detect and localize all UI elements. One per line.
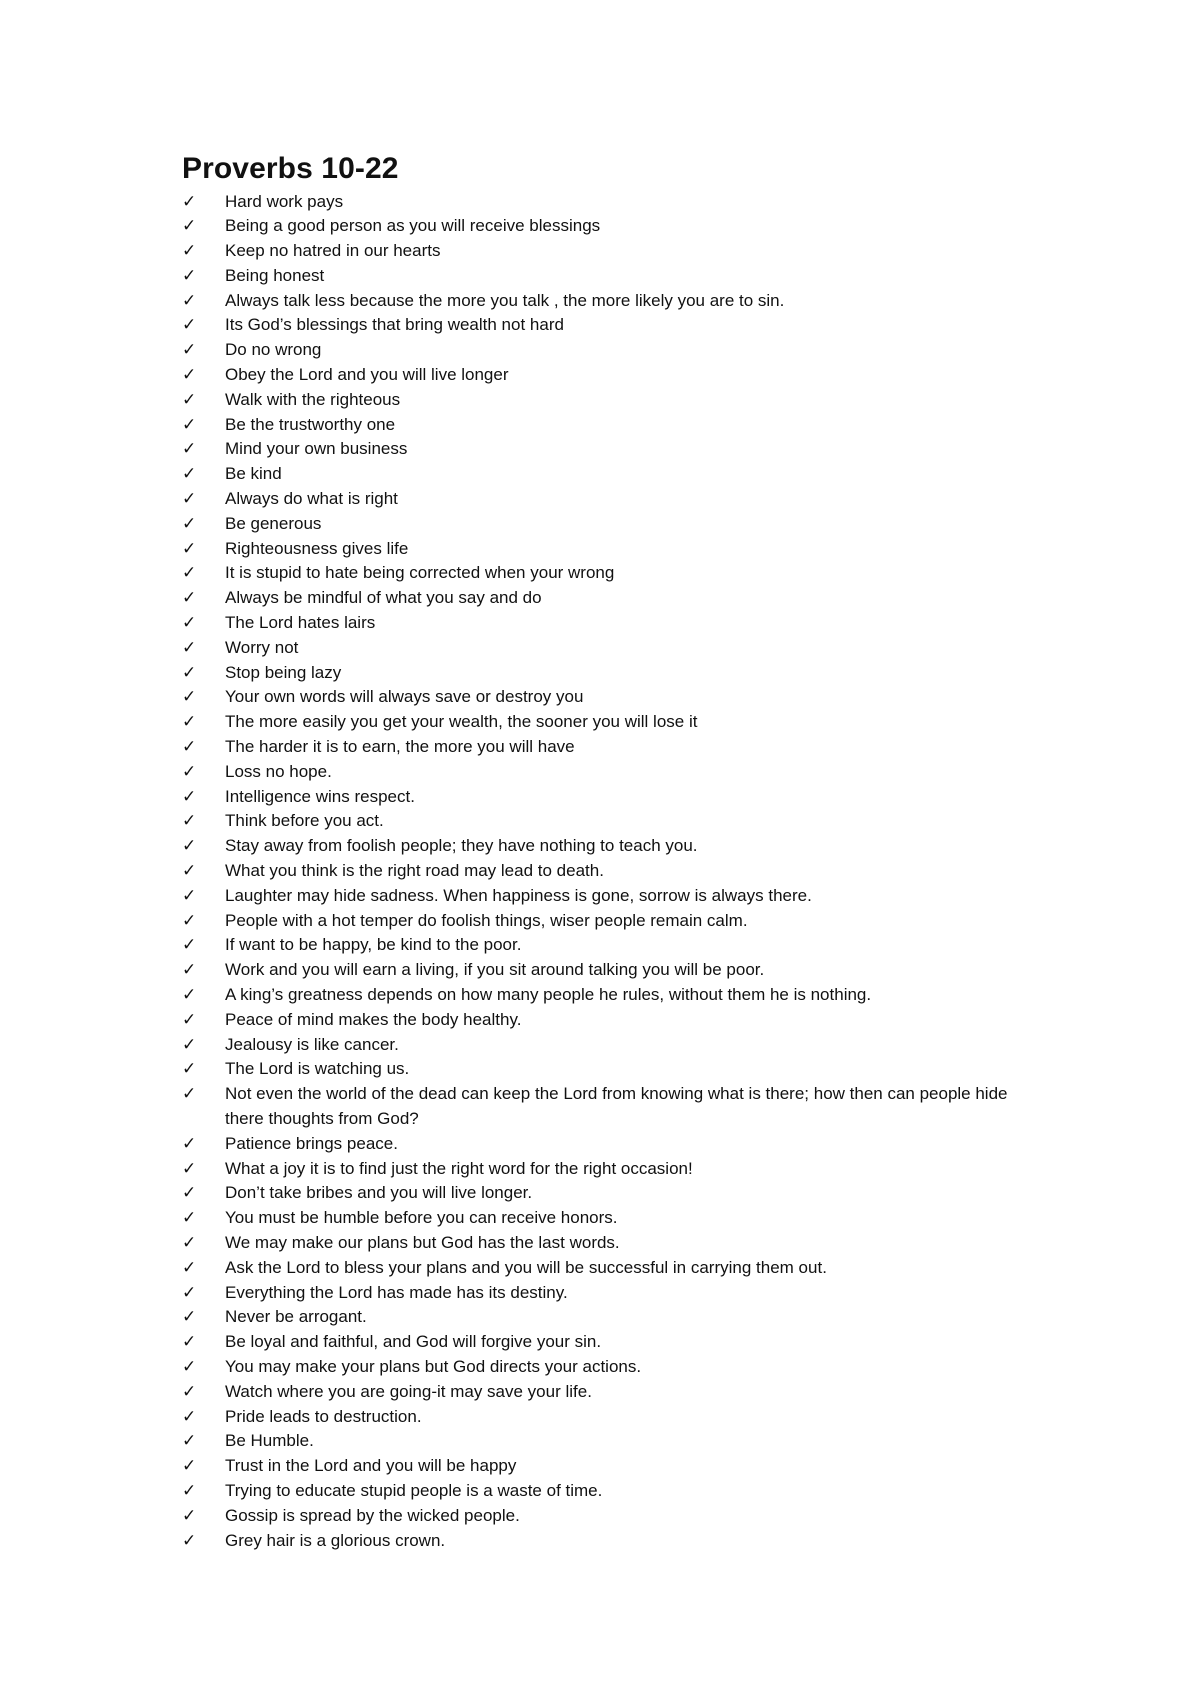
list-item — [182, 1033, 1022, 1058]
list-item — [182, 338, 1022, 363]
checkmark-icon: ✓ — [182, 737, 197, 758]
list-item-text: Mind your own business — [225, 439, 408, 459]
list-item — [182, 239, 1022, 264]
list-item-text: We may make our plans but God has the last words. — [225, 1232, 620, 1252]
list-item — [182, 1181, 1022, 1206]
checkmark-icon: ✓ — [182, 1332, 197, 1353]
checkmark-icon: ✓ — [182, 1034, 197, 1055]
checkmark-icon: ✓ — [182, 464, 197, 485]
list-item — [182, 859, 1022, 884]
list-item-text: Be the trustworthy one — [225, 414, 396, 434]
checkmark-icon: ✓ — [182, 1133, 197, 1154]
list-item — [182, 1008, 1022, 1033]
list-item-text: Not even the world of the dead can keep the Lord from knowing what is there; how then can people hide there thoughts from God? — [225, 1084, 1008, 1128]
list-item-text: The harder it is to earn, the more you will have — [225, 737, 575, 757]
checkmark-icon: ✓ — [182, 1530, 197, 1551]
checkmark-icon: ✓ — [182, 1406, 197, 1427]
list-item-text: Don’t take bribes and you will live longer. — [225, 1183, 533, 1203]
list-item — [182, 289, 1022, 314]
list-item-text: Its God’s blessings that bring wealth not hard — [225, 315, 564, 335]
list-item-text: The more easily you get your wealth, the sooner you will lose it — [225, 712, 698, 732]
list-item — [182, 561, 1022, 586]
list-item — [182, 462, 1022, 487]
list-item-text: The Lord is watching us. — [225, 1059, 410, 1079]
list-item-text: Do no wrong — [225, 340, 322, 360]
list-item-text: Obey the Lord and you will live longer — [225, 365, 509, 385]
checkmark-icon: ✓ — [182, 1282, 197, 1303]
checkmark-icon: ✓ — [182, 935, 197, 956]
list-item-text: Be kind — [225, 464, 282, 484]
checkmark-icon: ✓ — [182, 861, 197, 882]
checkmark-icon: ✓ — [182, 1257, 197, 1278]
checkmark-icon: ✓ — [182, 1009, 197, 1030]
checkmark-icon: ✓ — [182, 315, 197, 336]
list-item-text: What a joy it is to find just the right word for the right occasion! — [225, 1158, 693, 1178]
list-item-text: People with a hot temper do foolish things, wiser people remain calm. — [225, 910, 748, 930]
checkmark-icon: ✓ — [182, 1158, 197, 1179]
list-item — [182, 1281, 1022, 1306]
list-item — [182, 1231, 1022, 1256]
list-item-text: Stay away from foolish people; they have nothing to teach you. — [225, 836, 698, 856]
checkmark-icon: ✓ — [182, 960, 197, 981]
checkmark-icon: ✓ — [182, 439, 197, 460]
list-item-text: Stop being lazy — [225, 662, 342, 682]
list-item — [182, 1132, 1022, 1157]
list-item-text: Intelligence wins respect. — [225, 786, 415, 806]
list-item — [182, 1082, 1022, 1132]
checkmark-icon: ✓ — [182, 687, 197, 708]
checkmark-icon: ✓ — [182, 985, 197, 1005]
list-item-text: You must be humble before you can receive honors. — [225, 1208, 618, 1228]
list-item-text: Always be mindful of what you say and do — [225, 588, 542, 608]
list-item-text: Trust in the Lord and you will be happy — [225, 1456, 517, 1476]
list-item-text: Be generous — [225, 513, 322, 533]
list-item — [182, 785, 1022, 810]
checkmark-icon: ✓ — [182, 1431, 197, 1452]
list-item — [182, 710, 1022, 735]
list-item — [182, 537, 1022, 562]
list-item — [182, 760, 1022, 785]
checkmark-icon: ✓ — [182, 712, 197, 733]
list-item-text: Be loyal and faithful, and God will forgive your sin. — [225, 1332, 602, 1352]
checkmark-icon: ✓ — [182, 489, 197, 510]
checkmark-icon: ✓ — [182, 1480, 197, 1501]
list-item-text: Ask the Lord to bless your plans and you will be successful in carrying them out. — [225, 1257, 827, 1277]
checkmark-icon: ✓ — [182, 1307, 197, 1328]
list-item-text: What you think is the right road may lead to death. — [225, 861, 604, 881]
list-item-text: Worry not — [225, 637, 299, 657]
list-item — [182, 586, 1022, 611]
list-item — [182, 661, 1022, 686]
checkmark-icon: ✓ — [182, 216, 197, 237]
proverb-list — [182, 190, 1022, 1554]
list-item — [182, 1479, 1022, 1504]
list-item-text: Always do what is right — [225, 489, 398, 509]
list-item-text: Be Humble. — [225, 1431, 314, 1451]
list-item-text: Keep no hatred in our hearts — [225, 241, 441, 261]
checkmark-icon: ✓ — [182, 340, 197, 361]
checkmark-icon: ✓ — [182, 836, 197, 857]
checkmark-icon: ✓ — [182, 513, 197, 534]
checkmark-icon: ✓ — [182, 786, 197, 807]
list-item — [182, 933, 1022, 958]
list-item-text: Your own words will always save or destroy you — [225, 687, 584, 707]
checkmark-icon: ✓ — [182, 191, 197, 212]
list-item — [182, 909, 1022, 934]
document-content — [182, 150, 1022, 1553]
list-item-text: A king’s greatness depends on how many people he rules, without them he is nothing. — [225, 985, 872, 1004]
list-item — [182, 1157, 1022, 1182]
checkmark-icon: ✓ — [182, 1356, 197, 1377]
checkmark-icon: ✓ — [182, 1059, 197, 1080]
checkmark-icon: ✓ — [182, 389, 197, 410]
checkmark-icon: ✓ — [182, 662, 197, 683]
checkmark-icon: ✓ — [182, 563, 197, 584]
list-item-text: Trying to educate stupid people is a waste of time. — [225, 1480, 603, 1500]
checkmark-icon: ✓ — [182, 290, 197, 311]
list-item — [182, 884, 1022, 909]
checkmark-icon: ✓ — [182, 637, 197, 658]
checkmark-icon: ✓ — [182, 1456, 197, 1477]
list-item — [182, 264, 1022, 289]
list-item-text: Always talk less because the more you talk , the more likely you are to sin. — [225, 290, 785, 310]
checkmark-icon: ✓ — [182, 910, 197, 931]
list-item — [182, 809, 1022, 834]
list-item — [182, 1355, 1022, 1380]
list-item — [182, 437, 1022, 462]
list-item-text: Hard work pays — [225, 191, 344, 211]
checkmark-icon: ✓ — [182, 265, 197, 286]
list-item-text: The Lord hates lairs — [225, 613, 376, 633]
list-item-text: Laughter may hide sadness. When happiness is gone, sorrow is always there. — [225, 885, 812, 905]
list-item — [182, 636, 1022, 661]
list-item — [182, 363, 1022, 388]
checkmark-icon: ✓ — [182, 414, 197, 435]
checkmark-icon: ✓ — [182, 538, 197, 559]
checkmark-icon: ✓ — [182, 1381, 197, 1402]
list-item — [182, 1305, 1022, 1330]
list-item — [182, 1256, 1022, 1281]
list-item — [182, 685, 1022, 710]
list-item — [182, 1057, 1022, 1082]
list-item-text: Everything the Lord has made has its destiny. — [225, 1282, 568, 1302]
list-item — [182, 1504, 1022, 1529]
checkmark-icon: ✓ — [182, 613, 197, 634]
list-item-text: Loss no hope. — [225, 761, 332, 781]
checkmark-icon: ✓ — [182, 1232, 197, 1253]
checkmark-icon: ✓ — [182, 1183, 197, 1204]
list-item — [182, 487, 1022, 512]
list-item-text: It is stupid to hate being corrected when your wrong — [225, 563, 615, 583]
list-item-text: Being a good person as you will receive blessings — [225, 216, 601, 236]
list-item — [182, 1206, 1022, 1231]
list-item — [182, 611, 1022, 636]
list-item — [182, 214, 1022, 239]
checkmark-icon: ✓ — [182, 588, 197, 609]
checkmark-icon: ✓ — [182, 811, 197, 832]
list-item-text: Righteousness gives life — [225, 538, 409, 558]
list-item-text: You may make your plans but God directs your actions. — [225, 1356, 642, 1376]
list-item — [182, 1454, 1022, 1479]
list-item — [182, 958, 1022, 983]
checkmark-icon: ✓ — [182, 365, 197, 386]
list-item-text: Walk with the righteous — [225, 389, 401, 409]
list-item — [182, 1330, 1022, 1355]
list-item — [182, 983, 1022, 1008]
list-item — [182, 1529, 1022, 1554]
page-title: Proverbs 10-22 — [182, 152, 399, 185]
list-item-text: Being honest — [225, 265, 325, 285]
checkmark-icon: ✓ — [182, 761, 197, 782]
list-item-text: If want to be happy, be kind to the poor. — [225, 935, 522, 955]
checkmark-icon: ✓ — [182, 885, 197, 906]
list-item-text: Jealousy is like cancer. — [225, 1034, 399, 1054]
list-item — [182, 1405, 1022, 1430]
list-item-text: Pride leads to destruction. — [225, 1406, 422, 1426]
list-item — [182, 1429, 1022, 1454]
list-item — [182, 388, 1022, 413]
list-item — [182, 190, 1022, 215]
list-item-text: Grey hair is a glorious crown. — [225, 1530, 446, 1550]
list-item — [182, 313, 1022, 338]
list-item-text: Never be arrogant. — [225, 1307, 367, 1327]
list-item-text: Patience brings peace. — [225, 1133, 398, 1153]
list-item — [182, 1380, 1022, 1405]
list-item — [182, 834, 1022, 859]
list-item-text: Gossip is spread by the wicked people. — [225, 1505, 520, 1525]
checkmark-icon: ✓ — [182, 1084, 197, 1105]
list-item — [182, 413, 1022, 438]
checkmark-icon: ✓ — [182, 1208, 197, 1229]
list-item-text: Peace of mind makes the body healthy. — [225, 1009, 522, 1029]
checkmark-icon: ✓ — [182, 1505, 197, 1526]
list-item — [182, 512, 1022, 537]
list-item-text: Watch where you are going-it may save your life. — [225, 1381, 592, 1401]
list-item-text: Work and you will earn a living, if you sit around talking you will be poor. — [225, 960, 765, 980]
checkmark-icon: ✓ — [182, 241, 197, 262]
list-item-text: Think before you act. — [225, 811, 384, 831]
list-item — [182, 735, 1022, 760]
